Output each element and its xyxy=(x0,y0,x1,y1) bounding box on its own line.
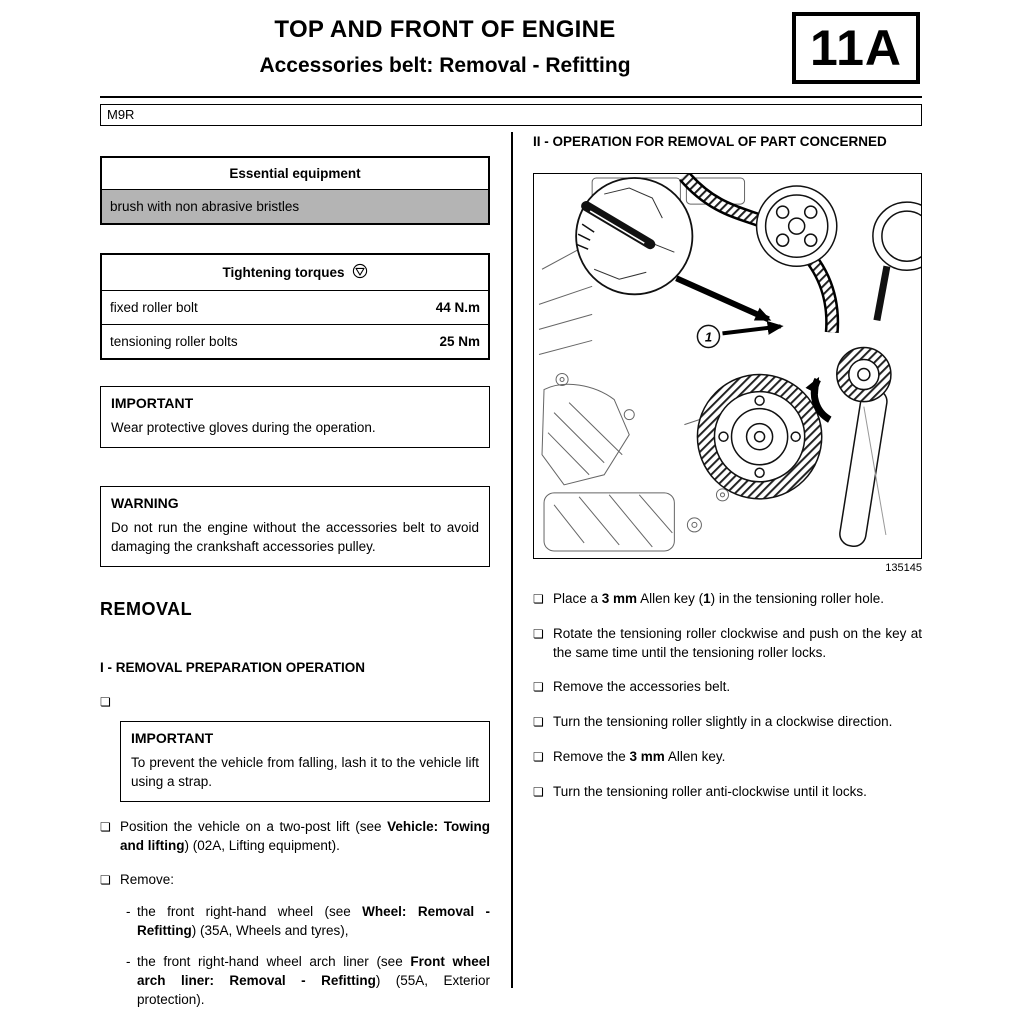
step-text: Remove: xyxy=(120,872,175,887)
dash-bullet: - xyxy=(126,954,131,969)
torque-label: fixed roller bolt xyxy=(110,300,198,315)
list-item xyxy=(100,817,490,855)
torque-label: tensioning roller bolts xyxy=(110,334,238,349)
equipment-table-header: Essential equipment xyxy=(102,158,488,190)
checkbox-bullet-icon: ❏ xyxy=(533,592,544,606)
checkbox-bullet-icon: ❏ xyxy=(533,750,544,764)
header-divider xyxy=(100,96,922,98)
warning-title: WARNING xyxy=(111,495,179,511)
list-item xyxy=(100,870,490,890)
torque-value: 44 N.m xyxy=(435,300,480,315)
list-item xyxy=(533,782,922,802)
column-divider xyxy=(511,132,513,988)
list-item xyxy=(533,624,922,662)
equipment-item: brush with non abrasive bristles xyxy=(102,190,488,223)
checkbox-bullet-icon: ❏ xyxy=(100,873,111,887)
page-title: TOP AND FRONT OF ENGINE xyxy=(274,16,616,43)
figure-number: 135145 xyxy=(885,562,922,574)
list-item xyxy=(126,952,490,1009)
callout-label-1: 1 xyxy=(704,329,713,345)
section-code-badge: 11A xyxy=(792,12,920,84)
warning-box xyxy=(100,486,490,567)
sub-step-text: the front right-hand wheel arch liner (see Front wheel arch liner: Removal - Refitting) (55A, Exterior protection). xyxy=(137,954,490,1007)
important-title: IMPORTANT xyxy=(111,395,194,411)
right-column xyxy=(533,132,922,802)
important-box xyxy=(120,721,490,802)
torques-table-header xyxy=(102,255,488,291)
alternator-pulley xyxy=(873,202,921,320)
table-row xyxy=(102,291,488,325)
checkbox-bullet-icon: ❏ xyxy=(533,680,544,694)
table-row xyxy=(102,325,488,358)
checkbox-bullet-icon: ❏ xyxy=(533,785,544,799)
sub-step-text: the front right-hand wheel (see Wheel: Removal - Refitting) (35A, Wheels and tyres), xyxy=(137,904,490,938)
crankshaft-pulley xyxy=(697,375,821,499)
step-text: Turn the tensioning roller anti-clockwise until it locks. xyxy=(553,784,867,799)
callout-arrow xyxy=(722,326,780,333)
torque-value: 25 Nm xyxy=(439,334,480,349)
important-title: IMPORTANT xyxy=(131,730,214,746)
list-item xyxy=(126,902,490,940)
checkbox-bullet-icon: ❏ xyxy=(533,715,544,729)
step-text: Remove the accessories belt. xyxy=(553,679,731,694)
list-item xyxy=(533,747,922,767)
important-box xyxy=(100,386,490,448)
tightening-torques-table xyxy=(100,253,490,360)
checkbox-bullet-icon: ❏ xyxy=(100,820,111,834)
essential-equipment-table xyxy=(100,156,490,225)
checkbox-bullet-icon: ❏ xyxy=(100,695,111,709)
dash-bullet: - xyxy=(126,904,131,919)
torques-header-label: Tightening torques xyxy=(222,265,345,280)
engine-illustration xyxy=(533,173,922,559)
warning-body: Do not run the engine without the accessories belt to avoid damaging the crankshaft accessories pulley. xyxy=(111,520,479,554)
torque-wrench-icon xyxy=(352,263,368,282)
procedure-steps xyxy=(533,589,922,802)
left-column xyxy=(100,140,490,1009)
step-text: Position the vehicle on a two-post lift (see Vehicle: Towing and lifting) (02A, Lifting equipment). xyxy=(120,819,490,853)
header xyxy=(100,16,790,78)
model-code-box xyxy=(100,104,922,126)
list-item xyxy=(533,677,922,697)
engine-figure-svg xyxy=(534,174,921,558)
pointer-arrow xyxy=(676,278,768,319)
magnifier-detail xyxy=(576,178,692,294)
section-i-heading: I - REMOVAL PREPARATION OPERATION xyxy=(100,660,366,675)
step-text: Remove the 3 mm Allen key. xyxy=(553,749,726,764)
list-item xyxy=(533,589,922,609)
model-code: M9R xyxy=(107,107,135,122)
list-item xyxy=(533,712,922,732)
step-text: Turn the tensioning roller slightly in a clockwise direction. xyxy=(553,714,893,729)
tensioning-roller xyxy=(837,347,891,548)
step-text: Place a 3 mm Allen key (1) in the tensioning roller hole. xyxy=(553,591,884,606)
step-text: Rotate the tensioning roller clockwise and push on the key at the same time until the tensioning roller locks. xyxy=(553,626,922,660)
important-body: To prevent the vehicle from falling, lash it to the vehicle lift using a strap. xyxy=(131,755,479,789)
page-subtitle: Accessories belt: Removal - Refitting xyxy=(259,54,631,77)
important-body: Wear protective gloves during the operation. xyxy=(111,420,376,435)
idler-pulley xyxy=(757,186,837,266)
removal-heading: REMOVAL xyxy=(100,599,193,619)
checkbox-bullet-icon: ❏ xyxy=(533,627,544,641)
section-ii-heading: II - OPERATION FOR REMOVAL OF PART CONCERNED xyxy=(533,134,887,149)
